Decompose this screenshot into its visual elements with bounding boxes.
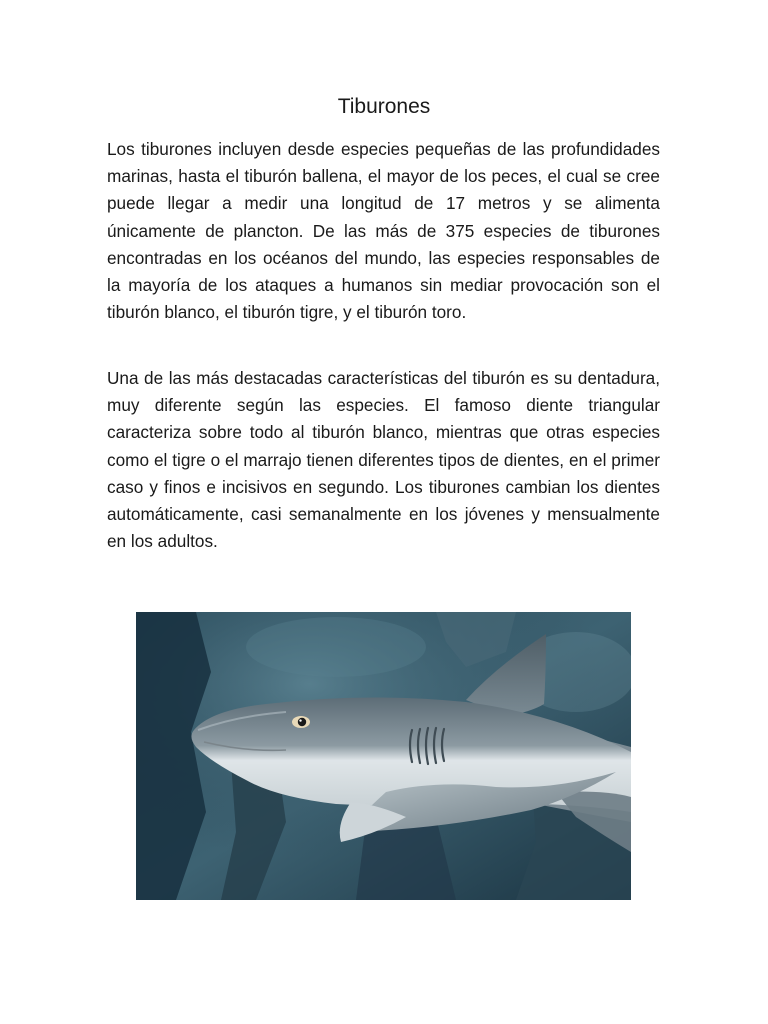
shark-photo: [136, 612, 631, 900]
document-title: Tiburones: [337, 95, 431, 118]
paragraph-2: Una de las más destacadas características del tiburón es su dentadura, muy diferente según las especies. El famoso diente triangular caracteriza sobre todo al tiburón blanco, mientras que otras especies como el tigre o el marrajo tienen diferentes tipos de dientes, en el primer caso y finos e incisivos en segundo. Los tiburones cambian los dientes automáticamente, casi semanalmente en los jóvenes y mensualmente en los adultos.: [107, 368, 660, 552]
paragraph-1: Los tiburones incluyen desde especies pequeñas de las profundidades marinas, hasta el tiburón ballena, el mayor de los peces, el cual se cree puede llegar a medir una longitud de 17 metros y se alimenta únicamente de plancton. De las más de 375 especies de tiburones encontradas en los océanos del mundo, las especies responsables de la mayoría de los ataques a humanos sin mediar provocación son el tiburón blanco, el tiburón tigre, y el tiburón toro.: [107, 139, 660, 323]
